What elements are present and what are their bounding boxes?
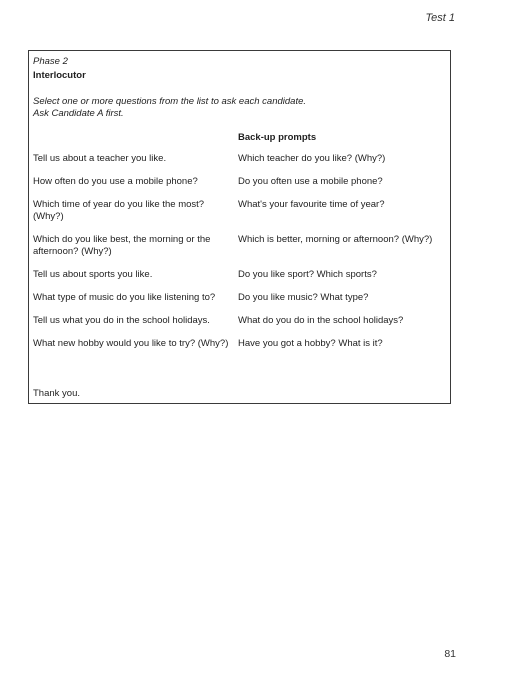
- question-row: [33, 269, 446, 281]
- interlocutor-box: [28, 50, 451, 404]
- backup-prompt-text: Do you like sport? Which sports?: [238, 269, 377, 280]
- backup-prompt-text: Which teacher do you like? (Why?): [238, 153, 386, 164]
- question-text: What type of music do you like listening to?: [33, 292, 216, 303]
- backup-prompt-text: What do you do in the school holidays?: [238, 315, 404, 326]
- question-text: Which time of year do you like the most? (Why?): [33, 199, 205, 222]
- backup-prompt-text: Which is better, morning or afternoon? (Why?): [238, 234, 433, 245]
- question-row: [33, 199, 446, 223]
- page-number: 81: [444, 648, 456, 660]
- test-label: Test 1: [425, 12, 455, 24]
- backup-prompt-text: Do you like music? What type?: [238, 292, 369, 303]
- question-text: Tell us what you do in the school holidays.: [33, 315, 210, 326]
- question-text: Which do you like best, the morning or the afternoon? (Why?): [33, 234, 211, 257]
- question-text: What new hobby would you like to try? (Why?): [33, 338, 229, 349]
- instructions: [33, 96, 446, 120]
- role-heading: Interlocutor: [33, 70, 86, 81]
- question-row: [33, 153, 446, 165]
- question-row: [33, 234, 446, 258]
- backup-prompt-text: What's your favourite time of year?: [238, 199, 385, 210]
- question-text: How often do you use a mobile phone?: [33, 176, 198, 187]
- question-row: [33, 315, 446, 327]
- phase-label: Phase 2: [33, 56, 68, 67]
- closing-text: Thank you.: [33, 388, 80, 399]
- backup-prompts-heading: Back-up prompts: [238, 132, 317, 143]
- instructions-line-2: Ask Candidate A first.: [33, 108, 124, 119]
- backup-prompt-text: Do you often use a mobile phone?: [238, 176, 383, 187]
- question-row: [33, 292, 446, 304]
- question-list: [33, 153, 446, 350]
- question-row: [33, 338, 446, 350]
- question-row: [33, 176, 446, 188]
- instructions-line-1: Select one or more questions from the list to ask each candidate.: [33, 96, 307, 107]
- question-text: Tell us about sports you like.: [33, 269, 153, 280]
- question-text: Tell us about a teacher you like.: [33, 153, 167, 164]
- backup-prompt-text: Have you got a hobby? What is it?: [238, 338, 383, 349]
